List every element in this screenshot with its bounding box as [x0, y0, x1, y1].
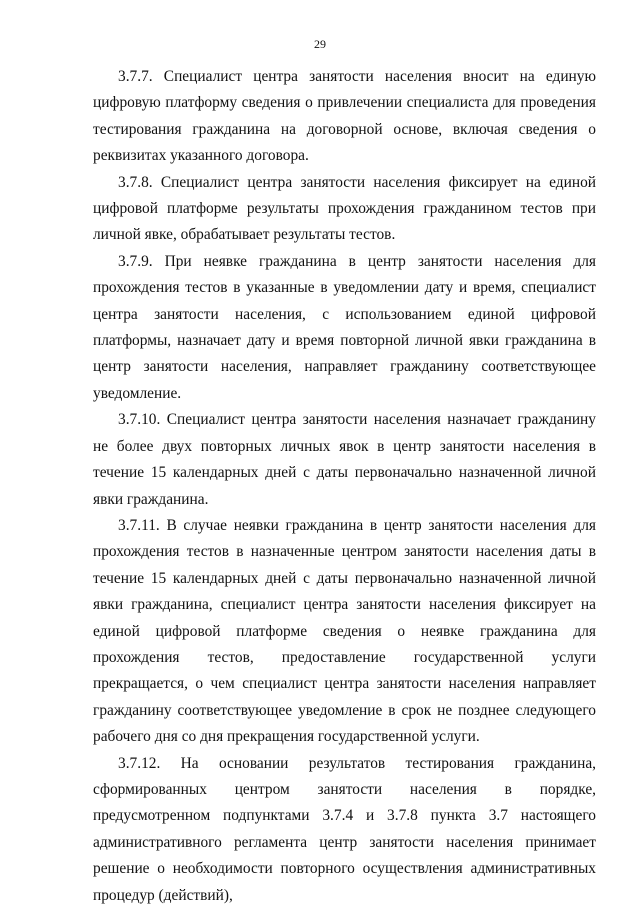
paragraph-3-7-12: 3.7.12. На основании результатов тестирования гражданина, сформированных центром занятости населения в порядке, предусмотренном подпунктами 3.7.4 и 3.7.8 пункта 3.7 настоящего административного регламента центр занятости населения принимает решение о необходимости повторного осуществления административных процедур (действий),	[93, 754, 596, 904]
paragraph-3-7-8: 3.7.8. Специалист центра занятости населения фиксирует на единой цифровой платформе результаты прохождения гражданином тестов при личной явке, обрабатывает результаты тестов.	[93, 173, 596, 244]
paragraph-3-7-7: 3.7.7. Специалист центра занятости населения вносит на единую цифровую платформу сведения о привлечении специалиста для проведения тестирования гражданина на договорной основе, включая сведения о реквизитах указанного договора.	[93, 68, 596, 165]
document-body	[93, 64, 596, 909]
paragraph-3-7-11: 3.7.11. В случае неявки гражданина в центр занятости населения для прохождения тестов в назначенные центром занятости населения даты в течение 15 календарных дней с даты первоначально назначенной личной явки гражданина, специалист центра занятости населения фиксирует на единой цифровой платформе сведения о неявке гражданина для прохождения тестов, предоставление государственной услуги прекращается, о чем специалист центра занятости населения направляет гражданину соответствующее уведомление в срок не позднее следующего рабочего дня со дня прекращения государственной услуги.	[93, 516, 596, 746]
paragraph-3-7-10: 3.7.10. Специалист центра занятости населения назначает гражданину не более двух повторных личных явок в центр занятости населения в течение 15 календарных дней с даты первоначально назначенной личной явки гражданина.	[93, 411, 596, 508]
page-number: 29	[314, 37, 326, 51]
paragraph-3-7-9: 3.7.9. При неявке гражданина в центр занятости населения для прохождения тестов в указанные в уведомлении дату и время, специалист центра занятости населения, с использованием единой цифровой платформы, назначает дату и время повторной личной явки гражданина в центр занятости населения, направляет гражданину соответствующее уведомление.	[93, 252, 596, 402]
